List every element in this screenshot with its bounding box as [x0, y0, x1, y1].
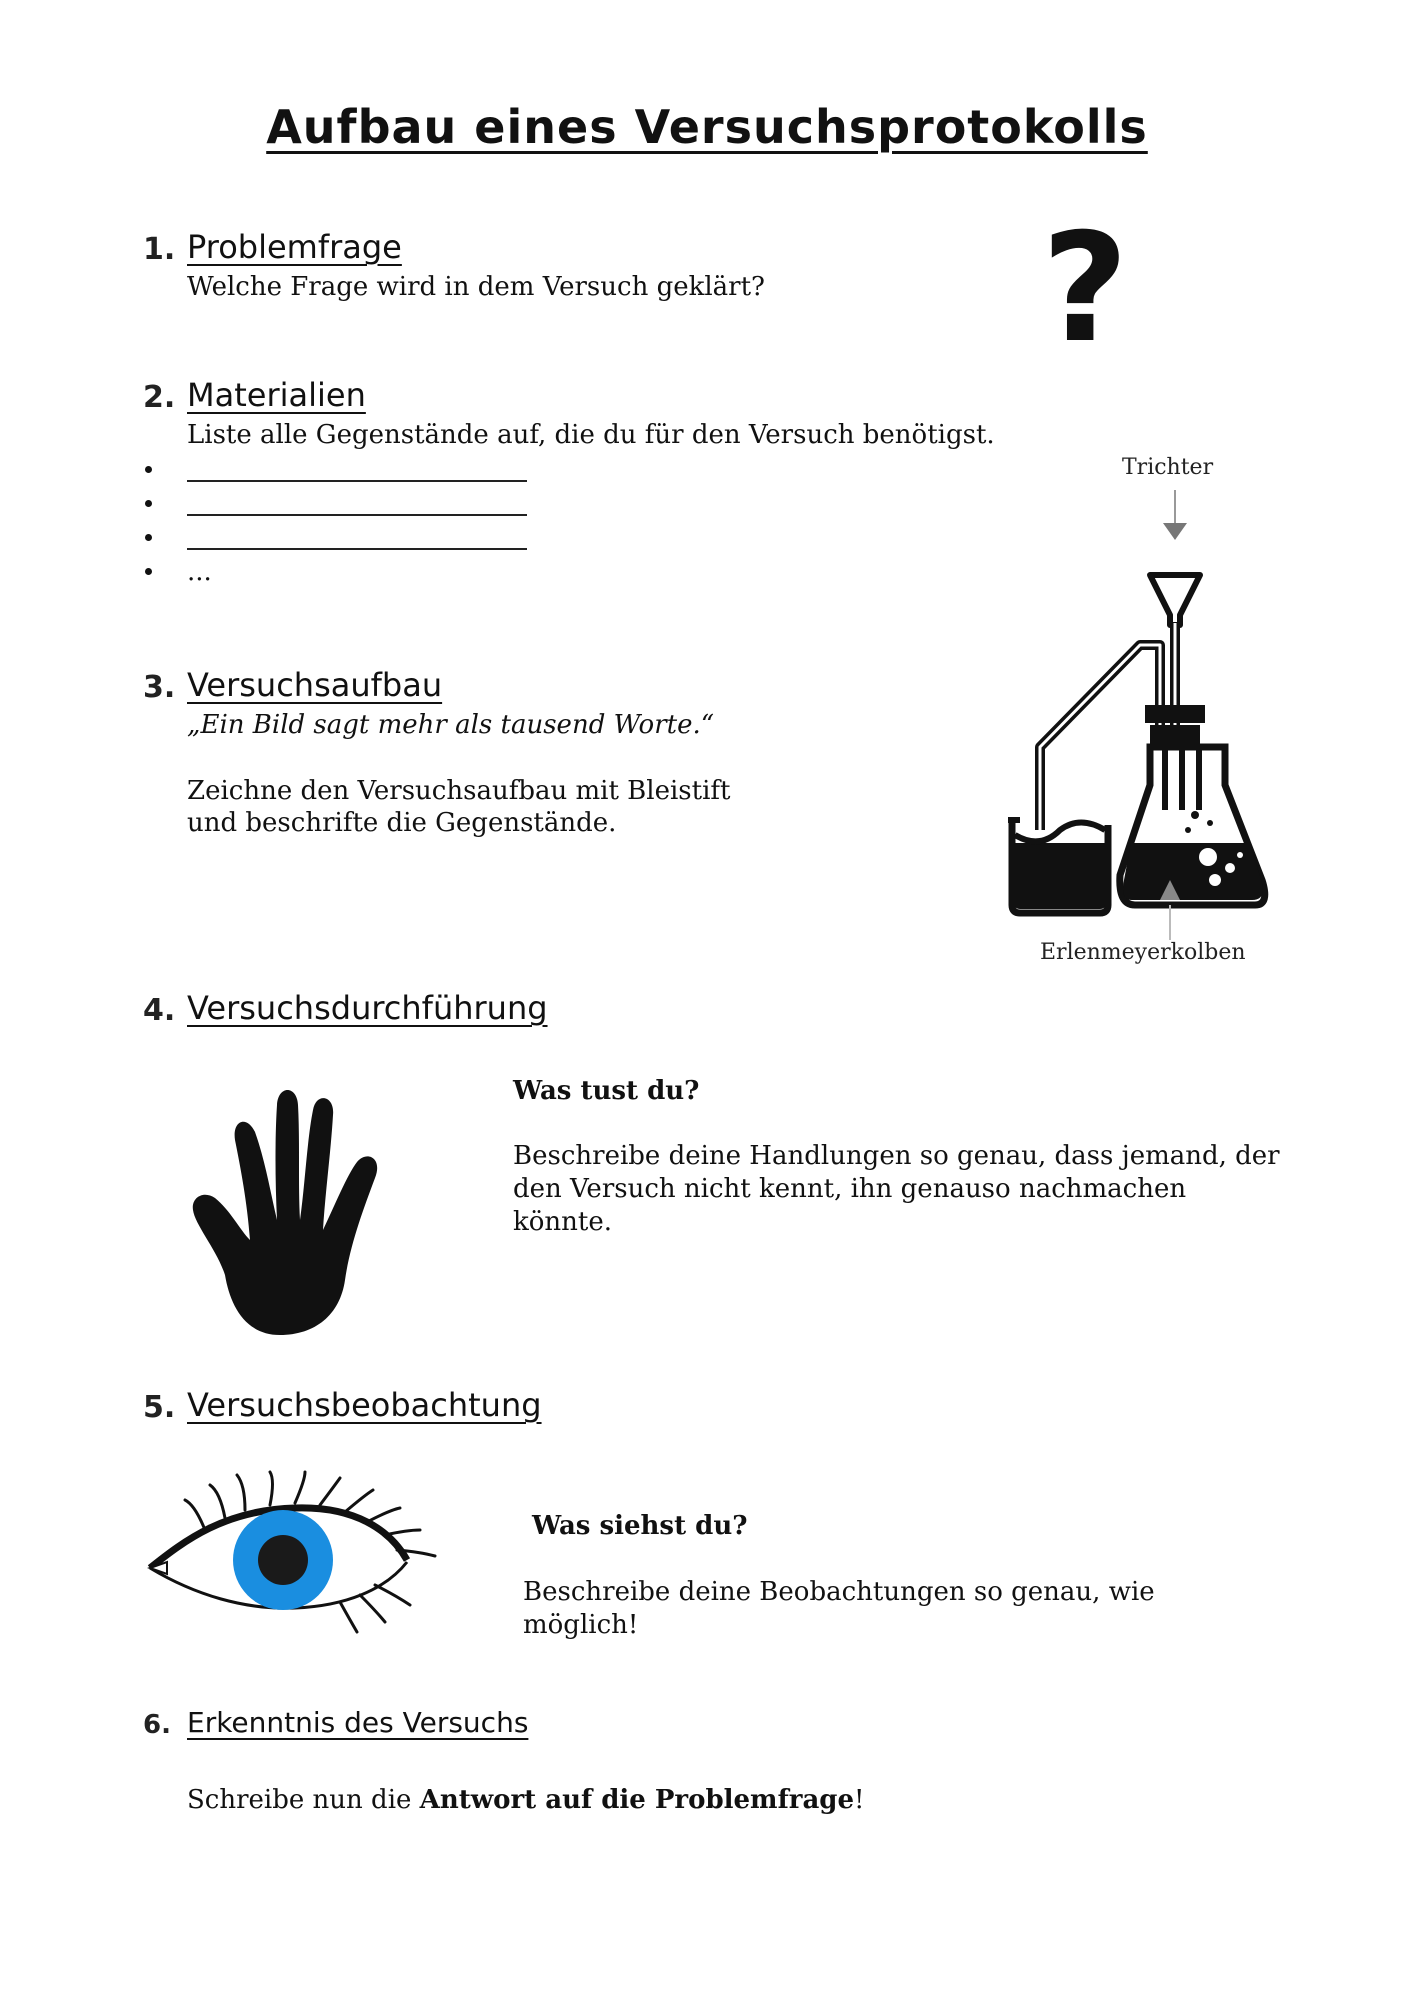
section-5-question: Was siehst du?	[532, 1511, 748, 1541]
section-1-number: 1.	[143, 232, 176, 267]
section-6-text	[187, 1783, 864, 1817]
section-6-text-prefix: Schreibe nun die	[187, 1785, 420, 1815]
section-1-text: Welche Frage wird in dem Versuch geklärt?	[187, 272, 765, 302]
bullet-dot	[145, 534, 152, 541]
section-3-text-line1: Zeichne den Versuchsaufbau mit Bleistift	[187, 776, 731, 806]
section-6-text-bold: Antwort auf die Problemfrage	[419, 1785, 855, 1815]
section-5-number: 5.	[143, 1390, 176, 1425]
blank-line	[187, 514, 527, 516]
section-6-number: 6.	[143, 1710, 171, 1740]
section-4-title: Versuchsdurchführung	[187, 989, 548, 1027]
bullet-dot	[145, 568, 152, 575]
blank-line	[187, 480, 527, 482]
section-2-title: Materialien	[187, 376, 366, 414]
blank-line	[187, 548, 527, 550]
section-4-question: Was tust du?	[513, 1076, 700, 1106]
section-5-title: Versuchsbeobachtung	[187, 1386, 542, 1424]
section-3-title: Versuchsaufbau	[187, 666, 443, 704]
section-3-text-line2: und beschrifte die Gegenstände.	[187, 808, 617, 838]
page-title: Aufbau eines Versuchsprotokolls	[266, 100, 1148, 154]
section-6-title: Erkenntnis des Versuchs	[187, 1706, 529, 1739]
section-5-text-line1: Beschreibe deine Beobachtungen so genau, wie	[523, 1577, 1155, 1607]
section-4-text-line1: Beschreibe deine Handlungen so genau, dass jemand, der	[513, 1141, 1280, 1171]
bullet-dot	[145, 500, 152, 507]
bullet-ellipsis: ...	[187, 557, 212, 587]
label-erlenmeyerkolben: Erlenmeyerkolben	[1040, 940, 1246, 965]
apparatus-diagram	[1000, 485, 1280, 940]
section-2-text: Liste alle Gegenstände auf, die du für den Versuch benötigst.	[187, 420, 995, 450]
section-6-text-suffix: !	[854, 1785, 865, 1815]
hand-icon	[185, 1080, 435, 1340]
section-4-text-line2: den Versuch nicht kennt, ihn genauso nachmachen	[513, 1174, 1187, 1204]
section-3-number: 3.	[143, 670, 176, 705]
question-mark-icon	[1030, 215, 1140, 355]
section-3-quote: „Ein Bild sagt mehr als tausend Worte.“	[187, 710, 715, 740]
section-4-text-line3: könnte.	[513, 1207, 612, 1237]
bullet-dot	[145, 466, 152, 473]
eye-icon	[145, 1470, 445, 1640]
label-trichter: Trichter	[1122, 455, 1214, 480]
section-4-number: 4.	[143, 993, 176, 1028]
section-5-text-line2: möglich!	[523, 1610, 639, 1640]
section-1-title: Problemfrage	[187, 228, 402, 266]
section-2-number: 2.	[143, 380, 176, 415]
svg-text:?: ?	[1041, 215, 1129, 355]
